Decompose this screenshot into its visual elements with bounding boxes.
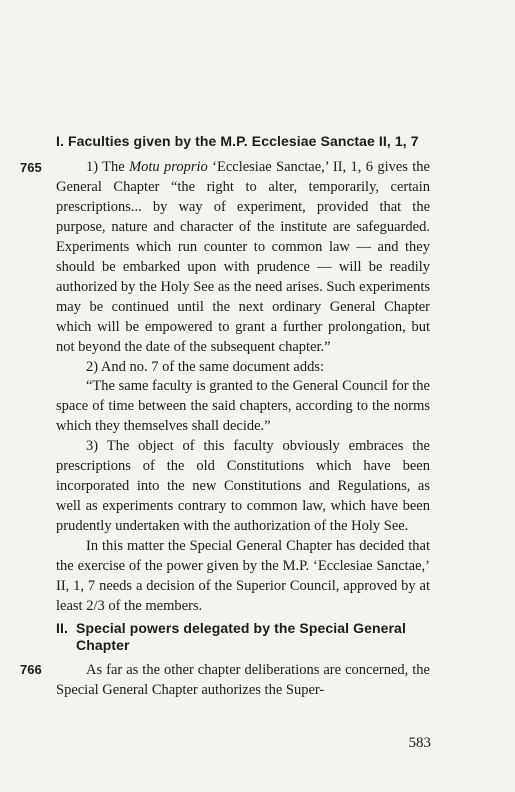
paragraph-3-quote: “The same faculty is granted to the General Council for the space of time between the said chapters, according to the norms which they themselves shall decide.”: [56, 378, 430, 435]
page-number: 583: [408, 735, 431, 751]
marginal-number-766: 766: [20, 662, 42, 677]
paragraph-1-rest: ‘Ecclesiae Sanctae,’ II, 1, 6 gives the General Chapter “the right to alter, temporarily, certain prescriptions... by way of experiment, provided that the purpose, nature and character of the institute are safeguarded. Experiments which run counter to common law — and they should be embarked upon with prudence — will be readily authorized by the Holy See as the need arises. Such experiments may be continued until the next ordinary General Chapter which will be empowered to grant a further prolongation, but not beyond the date of the subsequent chapter.”: [56, 159, 430, 355]
section-2-body: [56, 661, 430, 701]
section-1-heading: I. Faculties given by the M.P. Ecclesiae Sanctae II, 1, 7: [56, 133, 419, 149]
marginal-number-765: 765: [20, 160, 42, 175]
paragraph-2: 2) And no. 7 of the same document adds:: [86, 358, 324, 375]
section-2-heading-label: II.: [56, 620, 68, 636]
section-2-paragraph-1: As far as the other chapter deliberations are concerned, the Special General Chapter authorizes the Super-: [56, 662, 430, 698]
motu-proprio-italic: Motu proprio: [129, 159, 208, 175]
paragraph-4: 3) The object of this faculty obviously embraces the prescriptions of the old Constitutions which have been incorporated into the new Constitutions and Regulations, as well as experiments contrary to common law, which have been prudently undertaken with the authorization of the Holy See.: [56, 438, 430, 535]
paragraph-5: In this matter the Special General Chapter has decided that the exercise of the power given by the M.P. ‘Ecclesiae Sanctae,’ II, 1, 7 needs a decision of the Superior Council, approved by at least 2/3 of the members.: [56, 538, 430, 614]
section-2-heading-line-2: Chapter: [76, 637, 130, 653]
section-1-body: [56, 158, 430, 617]
section-2-heading: [56, 620, 431, 654]
paragraph-1: [56, 158, 430, 358]
section-2-heading-line-1: Special powers delegated by the Special General: [76, 620, 406, 636]
paragraph-1-start: 1) The: [86, 159, 130, 175]
